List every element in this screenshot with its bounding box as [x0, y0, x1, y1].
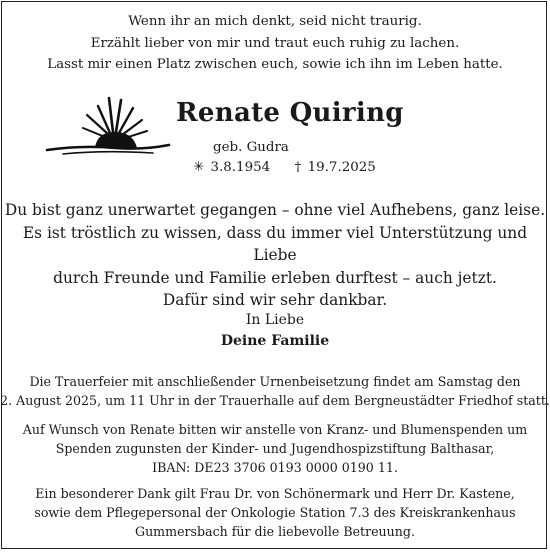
- poem: [0, 11, 550, 76]
- sunset-icon: [43, 90, 173, 162]
- closing-line: In Liebe: [245, 312, 305, 328]
- family-signature: Deine Familie: [220, 333, 330, 349]
- message-line: Du bist ganz unerwartet gegangen – ohne viel Aufhebens, ganz leise.: [4, 201, 546, 219]
- farewell-message: [0, 199, 550, 312]
- info-line: 2. August 2025, um 11 Uhr in der Trauerhalle auf dem Bergneustädter Friedhof statt.: [0, 393, 550, 409]
- info-line: Gummersbach für die liebevolle Betreuung.: [135, 524, 415, 540]
- message-line: Dafür sind wir sehr dankbar.: [162, 291, 388, 309]
- closing: [0, 310, 550, 352]
- info-line: Die Trauerfeier mit anschließender Urnenbeisetzung findet am Samstag den: [29, 374, 521, 389]
- poem-line: Lasst mir einen Platz zwischen euch, sowie ich ihn im Leben hatte.: [47, 57, 503, 72]
- info-line: Auf Wunsch von Renate bitten wir anstelle von Kranz- und Blumenspenden um: [22, 422, 528, 437]
- info-line: Spenden zugunsten der Kinder- und Jugendhospizstiftung Balthasar,: [55, 441, 495, 457]
- thanks-info: [0, 484, 550, 542]
- donation-info: [0, 420, 550, 478]
- info-line: sowie dem Pflegepersonal der Onkologie Station 7.3 des Kreiskrankenhaus: [34, 505, 516, 521]
- funeral-info: [0, 372, 550, 410]
- info-line: IBAN: DE23 3706 0193 0000 0190 11.: [152, 460, 398, 476]
- birth-name: geb. Gudra: [213, 140, 289, 155]
- info-line: Ein besonderer Dank gilt Frau Dr. von Schönermark und Herr Dr. Kastene,: [35, 486, 515, 501]
- life-dates: [193, 160, 378, 175]
- message-line: durch Freunde und Familie erleben durftest – auch jetzt.: [53, 268, 497, 287]
- poem-line: Wenn ihr an mich denkt, seid nicht traurig.: [128, 14, 422, 29]
- poem-line: Erzählt lieber von mir und traut euch ruhig zu lachen.: [90, 35, 460, 51]
- death-date: 19.7.2025: [307, 160, 376, 175]
- death-symbol-icon: †: [294, 160, 302, 175]
- deceased-name: Renate Quiring: [176, 98, 404, 128]
- birth-symbol-icon: ✳: [193, 160, 205, 175]
- message-line: Es ist tröstlich zu wissen, dass du immer viel Unterstützung und Liebe: [22, 223, 528, 264]
- birth-date: 3.8.1954: [210, 160, 271, 175]
